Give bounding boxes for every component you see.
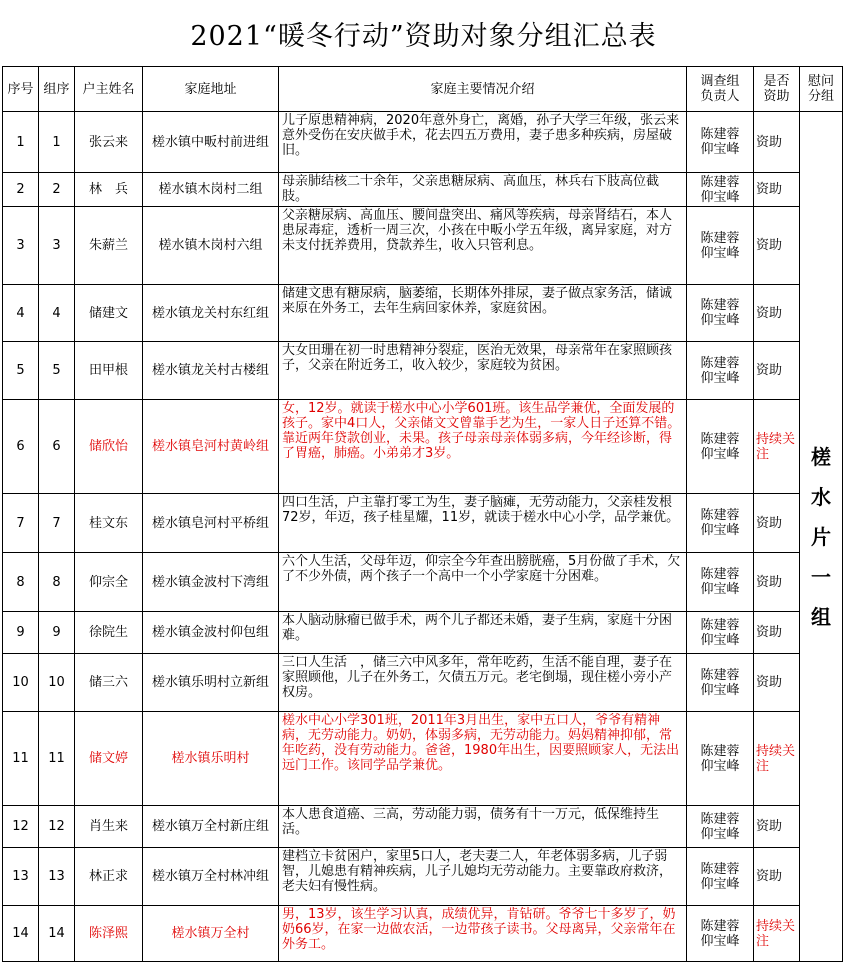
row-householder-name: 肖生来 bbox=[75, 806, 143, 848]
row-leader-2: 仰宝峰 bbox=[700, 933, 740, 949]
row-seq: 11 bbox=[3, 712, 39, 806]
row-address: 槎水镇乐明村 bbox=[143, 712, 279, 806]
row-group-seq: 10 bbox=[39, 654, 75, 712]
row-situation: 四口生活，户主靠打零工为生，妻子脑瘫，无劳动能力，父亲桂发根72岁，年迈，孩子桂星耀，11岁，就读于槎水中心小学，品学兼优。 bbox=[279, 494, 687, 553]
row-aid-status: 资助 bbox=[754, 342, 800, 400]
row-leader bbox=[687, 612, 754, 654]
row-address: 槎水镇中畈村前进组 bbox=[143, 112, 279, 173]
table-row bbox=[3, 612, 843, 654]
row-leader-1: 陈建蓉 bbox=[700, 811, 740, 827]
row-aid-status: 持续关注 bbox=[754, 400, 800, 494]
row-situation: 女，12岁。就读于槎水中心小学601班。该生品学兼优，全面发展的孩子。家中4口人，父亲储文文曾靠手艺为生，一家人日子还算不错。靠近两年贷款创业，未果。孩子母亲母亲体弱多病，今年经诊断，得了胃癌，肺癌。小弟弟才3岁。 bbox=[279, 400, 687, 494]
row-situation: 母亲肺结核二十余年，父亲患糖尿病、高血压，林兵右下肢高位截肢。 bbox=[279, 173, 687, 207]
row-situation: 六个人生活，父母年迈，仰宗全今年查出膀胱癌，5月份做了手术，欠了不少外债，两个孩子一个高中一个小学家庭十分困难。 bbox=[279, 553, 687, 612]
row-householder-name: 陈泽熙 bbox=[75, 906, 143, 962]
row-leader-2: 仰宝峰 bbox=[700, 826, 740, 842]
row-aid-status: 资助 bbox=[754, 112, 800, 173]
row-aid-status: 资助 bbox=[754, 806, 800, 848]
visit-group-char: 水 bbox=[811, 484, 831, 509]
row-householder-name: 储欣怡 bbox=[75, 400, 143, 494]
row-leader bbox=[687, 906, 754, 962]
row-leader-2: 仰宝峰 bbox=[700, 682, 740, 698]
header-row bbox=[3, 67, 843, 112]
row-seq: 4 bbox=[3, 285, 39, 342]
row-situation: 本人脑动脉瘤已做手术，两个儿子都还未婚，妻子生病，家庭十分困难。 bbox=[279, 612, 687, 654]
row-leader-2: 仰宝峰 bbox=[700, 446, 740, 462]
row-group-seq: 14 bbox=[39, 906, 75, 962]
row-group-seq: 11 bbox=[39, 712, 75, 806]
row-leader-2: 仰宝峰 bbox=[700, 582, 740, 597]
visit-group-char: 片 bbox=[811, 524, 831, 549]
row-leader-2: 仰宝峰 bbox=[700, 523, 740, 538]
table-row bbox=[3, 112, 843, 173]
row-seq: 2 bbox=[3, 173, 39, 207]
visit-group-char: 组 bbox=[811, 604, 831, 629]
table-row bbox=[3, 494, 843, 553]
row-leader-1: 陈建蓉 bbox=[700, 861, 740, 877]
row-address: 槎水镇木岗村二组 bbox=[143, 173, 279, 207]
table-row bbox=[3, 553, 843, 612]
header-address: 家庭地址 bbox=[143, 67, 279, 112]
row-seq: 1 bbox=[3, 112, 39, 173]
visit-group-cell bbox=[800, 112, 843, 962]
row-group-seq: 1 bbox=[39, 112, 75, 173]
row-leader-1: 陈建蓉 bbox=[700, 174, 740, 190]
header-visit-group bbox=[800, 67, 843, 112]
row-address: 槎水镇万全村 bbox=[143, 906, 279, 962]
row-situation: 儿子原患精神病，2020年意外身亡，离婚，孙子大学三年级，张云来意外受伤在安庆做手术，花去四五万费用，妻子患多种疾病，房屋破旧。 bbox=[279, 112, 687, 173]
header-group-seq: 组序 bbox=[39, 67, 75, 112]
row-householder-name: 仰宗全 bbox=[75, 553, 143, 612]
visit-group-char: 一 bbox=[811, 564, 831, 589]
row-group-seq: 3 bbox=[39, 207, 75, 285]
header-visit-line1: 慰问 bbox=[807, 74, 834, 89]
page-title: 2021“暖冬行动”资助对象分组汇总表 bbox=[190, 20, 657, 52]
row-aid-status: 资助 bbox=[754, 285, 800, 342]
visit-group-char: 槎 bbox=[811, 444, 831, 469]
table-row bbox=[3, 400, 843, 494]
row-aid-status: 资助 bbox=[754, 654, 800, 712]
table-row bbox=[3, 712, 843, 806]
row-address: 槎水镇木岗村六组 bbox=[143, 207, 279, 285]
table-row bbox=[3, 906, 843, 962]
header-seq: 序号 bbox=[3, 67, 39, 112]
row-householder-name: 林 兵 bbox=[75, 173, 143, 207]
row-aid-status: 资助 bbox=[754, 494, 800, 553]
row-address: 槎水镇皂河村平桥组 bbox=[143, 494, 279, 553]
row-group-seq: 7 bbox=[39, 494, 75, 553]
row-group-seq: 9 bbox=[39, 612, 75, 654]
row-aid-status: 持续关注 bbox=[754, 712, 800, 806]
row-situation: 槎水中心小学301班，2011年3月出生，家中五口人，爷爷有精神病，无劳动能力。奶奶，体弱多病，无劳动能力。妈妈精神抑郁，常年吃药，没有劳动能力。爸爸，1980年出生，因要照顾家人，无法出远门工作。该同学品学兼优。 bbox=[279, 712, 687, 806]
row-address: 槎水镇金波村下湾组 bbox=[143, 553, 279, 612]
row-leader bbox=[687, 553, 754, 612]
header-aid bbox=[754, 67, 800, 112]
row-leader bbox=[687, 848, 754, 906]
row-leader bbox=[687, 400, 754, 494]
table-row bbox=[3, 806, 843, 848]
row-aid-status: 资助 bbox=[754, 207, 800, 285]
row-seq: 13 bbox=[3, 848, 39, 906]
row-leader-2: 仰宝峰 bbox=[700, 142, 740, 157]
row-group-seq: 2 bbox=[39, 173, 75, 207]
row-situation: 储建文患有糖尿病，脑萎缩，长期体外排尿，妻子做点家务活，储诚来原在外务工，去年生病回家休养，家庭贫困。 bbox=[279, 285, 687, 342]
row-address: 槎水镇皂河村黄岭组 bbox=[143, 400, 279, 494]
table-row bbox=[3, 173, 843, 207]
row-situation: 父亲糖尿病、高血压、腰间盘突出、痛风等疾病，母亲肾结石，本人患尿毒症，透析一周三次，小孩在中畈小学五年级，离异家庭，对方未支付抚养费用，贷款养生，收入只管利息。 bbox=[279, 207, 687, 285]
row-householder-name: 田甲根 bbox=[75, 342, 143, 400]
row-leader bbox=[687, 285, 754, 342]
row-leader-2: 仰宝峰 bbox=[700, 876, 740, 892]
row-leader bbox=[687, 173, 754, 207]
row-leader bbox=[687, 806, 754, 848]
header-leader-line1: 调查组 bbox=[700, 74, 740, 89]
row-seq: 9 bbox=[3, 612, 39, 654]
row-aid-status: 持续关注 bbox=[754, 906, 800, 962]
row-seq: 7 bbox=[3, 494, 39, 553]
row-leader-2: 仰宝峰 bbox=[700, 758, 740, 774]
row-leader-1: 陈建蓉 bbox=[700, 918, 740, 934]
row-address: 槎水镇万全村林冲组 bbox=[143, 848, 279, 906]
row-group-seq: 6 bbox=[39, 400, 75, 494]
table-row bbox=[3, 654, 843, 712]
table-row bbox=[3, 285, 843, 342]
row-leader-1: 陈建蓉 bbox=[700, 355, 740, 371]
header-name: 户主姓名 bbox=[75, 67, 143, 112]
row-group-seq: 8 bbox=[39, 553, 75, 612]
table-body bbox=[3, 112, 843, 962]
row-group-seq: 12 bbox=[39, 806, 75, 848]
row-householder-name: 林正求 bbox=[75, 848, 143, 906]
row-leader bbox=[687, 654, 754, 712]
row-seq: 3 bbox=[3, 207, 39, 285]
row-address: 槎水镇龙关村古楼组 bbox=[143, 342, 279, 400]
row-aid-status: 资助 bbox=[754, 553, 800, 612]
header-leader-line2: 负责人 bbox=[700, 89, 740, 104]
row-seq: 10 bbox=[3, 654, 39, 712]
row-group-seq: 4 bbox=[39, 285, 75, 342]
row-address: 槎水镇金波村仰包组 bbox=[143, 612, 279, 654]
row-leader bbox=[687, 207, 754, 285]
header-aid-line2: 资助 bbox=[763, 89, 790, 104]
row-leader-1: 陈建蓉 bbox=[700, 567, 740, 582]
header-visit-line2: 分组 bbox=[807, 89, 834, 104]
row-leader-2: 仰宝峰 bbox=[700, 245, 740, 261]
row-leader-1: 陈建蓉 bbox=[700, 298, 740, 313]
row-address: 槎水镇万全村新庄组 bbox=[143, 806, 279, 848]
row-group-seq: 13 bbox=[39, 848, 75, 906]
row-householder-name: 储文婷 bbox=[75, 712, 143, 806]
row-householder-name: 储三六 bbox=[75, 654, 143, 712]
row-situation: 本人患食道癌、三高，劳动能力弱，债务有十一万元，低保维持生活。 bbox=[279, 806, 687, 848]
row-leader-1: 陈建蓉 bbox=[700, 617, 740, 633]
row-leader-1: 陈建蓉 bbox=[700, 431, 740, 447]
row-householder-name: 张云来 bbox=[75, 112, 143, 173]
row-seq: 8 bbox=[3, 553, 39, 612]
header-situation: 家庭主要情况介绍 bbox=[279, 67, 687, 112]
table-row bbox=[3, 848, 843, 906]
row-leader-1: 陈建蓉 bbox=[700, 127, 740, 142]
row-leader-1: 陈建蓉 bbox=[700, 743, 740, 759]
row-householder-name: 徐院生 bbox=[75, 612, 143, 654]
row-aid-status: 资助 bbox=[754, 173, 800, 207]
row-leader-1: 陈建蓉 bbox=[700, 230, 740, 246]
row-leader bbox=[687, 342, 754, 400]
table-row bbox=[3, 342, 843, 400]
row-householder-name: 桂文东 bbox=[75, 494, 143, 553]
header-leader bbox=[687, 67, 754, 112]
row-situation: 男，13岁，该生学习认真，成绩优异，肯钻研。爷爷七十多岁了，奶奶66岁，在家一边做农活，一边带孩子读书。父母离异，父亲常年在外务工。 bbox=[279, 906, 687, 962]
row-leader-1: 陈建蓉 bbox=[700, 508, 740, 523]
row-situation: 建档立卡贫困户，家里5口人，老夫妻二人，年老体弱多病，儿子弱智，儿媳患有精神疾病，儿子儿媳均无劳动能力。主要靠政府救济，老夫妇有慢性病。 bbox=[279, 848, 687, 906]
row-leader-2: 仰宝峰 bbox=[700, 189, 740, 205]
row-seq: 14 bbox=[3, 906, 39, 962]
row-seq: 12 bbox=[3, 806, 39, 848]
row-address: 槎水镇乐明村立新组 bbox=[143, 654, 279, 712]
row-address: 槎水镇龙关村东红组 bbox=[143, 285, 279, 342]
table-row bbox=[3, 207, 843, 285]
row-householder-name: 朱薪兰 bbox=[75, 207, 143, 285]
row-leader bbox=[687, 112, 754, 173]
row-seq: 5 bbox=[3, 342, 39, 400]
summary-table bbox=[2, 66, 843, 962]
row-householder-name: 储建文 bbox=[75, 285, 143, 342]
row-leader bbox=[687, 494, 754, 553]
row-seq: 6 bbox=[3, 400, 39, 494]
row-aid-status: 资助 bbox=[754, 612, 800, 654]
row-leader-1: 陈建蓉 bbox=[700, 667, 740, 683]
header-aid-line1: 是否 bbox=[763, 74, 790, 89]
row-situation: 大女田珊在初一时患精神分裂症，医治无效果，母亲常年在家照顾孩子，父亲在附近务工，收入较少，家庭较为贫困。 bbox=[279, 342, 687, 400]
row-group-seq: 5 bbox=[39, 342, 75, 400]
row-leader bbox=[687, 712, 754, 806]
row-leader-2: 仰宝峰 bbox=[700, 632, 740, 648]
row-situation: 三口人生活 ，储三六中风多年，常年吃药，生活不能自理，妻子在家照顾他，儿子在外务工，欠债五万元。老宅倒塌，现住槎小旁小产权房。 bbox=[279, 654, 687, 712]
row-aid-status: 资助 bbox=[754, 848, 800, 906]
row-leader-2: 仰宝峰 bbox=[700, 370, 740, 386]
row-leader-2: 仰宝峰 bbox=[700, 313, 740, 328]
